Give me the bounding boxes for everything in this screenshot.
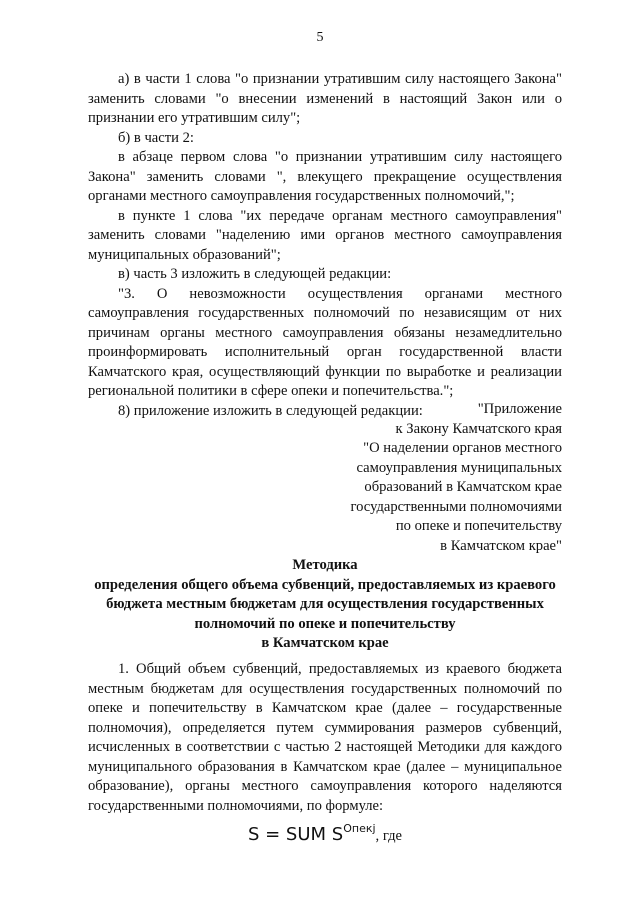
amendment-v-quote: "3. О невозможности осуществления органами местного самоуправления государственных полномочий по независящим от них причинам органы местного самоуправления обязаны незамедлительно проинформировать исполнительный орган государственной власти Камчатского края, осуществляющий функции по выработке и реализации региональной политики в сфере опеки и попечительства."; bbox=[88, 285, 562, 399]
title-line: в Камчатском крае bbox=[261, 635, 389, 651]
title-line: определения общего объема субвенций, предоставляемых из краевого bbox=[94, 576, 556, 593]
appendix-header bbox=[300, 400, 562, 556]
formula-main: S = SUM S bbox=[247, 824, 344, 845]
formula bbox=[88, 818, 562, 847]
appendix-line: в Камчатском крае" bbox=[440, 537, 562, 554]
formula-superscript: Опекj bbox=[343, 822, 376, 835]
amendment-8: 8) приложение изложить в следующей редакции: bbox=[118, 402, 423, 419]
section-1 bbox=[88, 660, 562, 847]
appendix-line: самоуправления муниципальных bbox=[356, 459, 562, 476]
formula-tail: , где bbox=[375, 828, 403, 844]
methodology-title bbox=[88, 556, 562, 654]
amendment-a: а) в части 1 слова "о признании утратившим силу настоящего Закона" заменить словами "о внесении изменений в настоящий Закон или о признании его утратившим силу"; bbox=[88, 71, 562, 126]
appendix-line: по опеке и попечительству bbox=[395, 518, 562, 534]
amendment-b-paragraph-1: в абзаце первом слова "о признании утратившим силу настоящего Закона" заменить словами ", влекущего прекращение осуществления органами местного самоуправления государственных полномочий,"; bbox=[88, 149, 562, 204]
title-line: бюджета местным бюджетам для осуществления государственных bbox=[106, 596, 544, 612]
appendix-line: "Приложение bbox=[477, 401, 562, 417]
section-1-text: 1. Общий объем субвенций, предоставляемых из краевого бюджета местным бюджетам для осуществления государственных полномочий по опеке и попечительству в Камчатском крае (далее – государственные полномочия), определяется путем суммирования размеров субвенций, исчисленных в соответствии с частью 2 настоящей Методики для каждого муниципального образования в Камчатском крае (далее – муниципальное образование), органы местного самоуправления которого наделяются государственными полномочиями, по формуле: bbox=[88, 661, 562, 814]
title-line: полномочий по опеке и попечительству bbox=[194, 615, 456, 632]
amendment-b-item-1: в пункте 1 слова "их передаче органам местного самоуправления" заменить словами "наделению ими органов местного самоуправления муниципальных образований"; bbox=[88, 207, 562, 263]
amendment-b: б) в части 2: bbox=[118, 129, 194, 146]
appendix-line: к Закону Камчатского края bbox=[395, 420, 562, 437]
amendments-block bbox=[88, 70, 562, 421]
appendix-line: "О наделении органов местного bbox=[363, 440, 562, 456]
appendix-line: государственными полномочиями bbox=[350, 498, 562, 515]
amendment-v: в) часть 3 изложить в следующей редакции: bbox=[118, 266, 392, 282]
page-number: 5 bbox=[316, 30, 324, 45]
title-line: Методика bbox=[292, 557, 358, 573]
appendix-line: образований в Камчатском крае bbox=[364, 479, 562, 495]
